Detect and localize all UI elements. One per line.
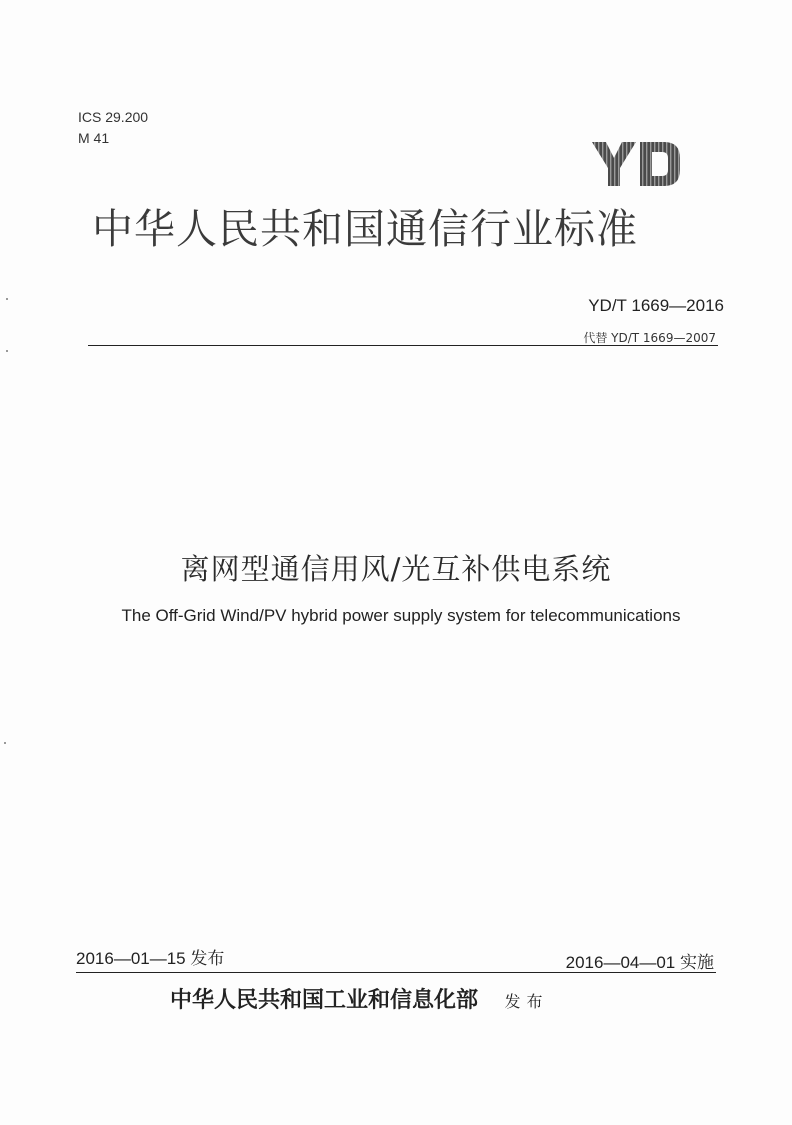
scan-speck [6, 298, 8, 300]
implementation-date: 2016—04—01 实施 [565, 953, 714, 972]
document-title-english: The Off-Grid Wind/PV hybrid power supply system for telecommunications [121, 606, 681, 625]
issuing-authority: 中华人民共和国工业和信息化部 [170, 987, 479, 1013]
standard-category-title: 中华人民共和国通信行业标准 [92, 205, 638, 253]
document-title-chinese: 离网型通信用风/光互补供电系统 [180, 552, 612, 586]
footer-divider [76, 972, 716, 973]
issue-date: 2016—01—15 发布 [76, 949, 225, 968]
yd-logo [590, 140, 682, 188]
classification-block [78, 107, 148, 149]
issuer-suffix: 发布 [504, 992, 549, 1011]
ccs-code: M 41 [78, 130, 110, 146]
ics-code: ICS 29.200 [78, 109, 149, 125]
replaces-standard: 代替 YD/T 1669—2007 [583, 331, 716, 345]
scan-speck [6, 350, 8, 352]
scan-speck [4, 742, 6, 744]
issuer-row [170, 983, 650, 1014]
standard-number: YD/T 1669—2016 [588, 296, 724, 315]
header-divider [88, 345, 718, 346]
